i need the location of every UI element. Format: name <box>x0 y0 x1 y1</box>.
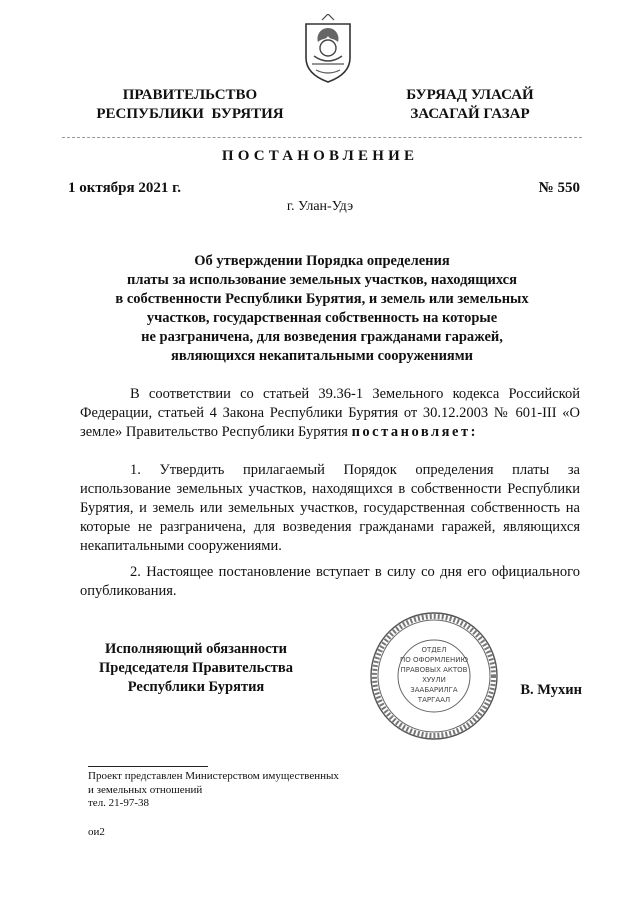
subject-line: платы за использование земельных участков, находящихся <box>127 272 517 288</box>
header-divider <box>62 137 582 138</box>
subject-line: являющихся некапитальными сооружениями <box>171 348 473 364</box>
official-seal-icon <box>368 610 500 742</box>
footer-divider <box>88 766 208 767</box>
header-left-line2: РЕСПУБЛИКИ БУРЯТИЯ <box>96 106 284 122</box>
signatory-title-line2: Председателя Правительства <box>99 660 293 676</box>
signatory-title-line1: Исполняющий обязанности <box>104 641 288 657</box>
header-right-line2: ЗАСАГАЙ ГАЗАР <box>410 106 530 122</box>
preamble-text: В соответствии со статьей 39.36-1 Земельного кодекса Российской Федерации, статьей 4 Закона Республики Бурятия от 30.12.2003 № 601-III «О земле» Правительство Республики Бурятия <box>80 386 580 440</box>
seal-line: ТАРГААЛ <box>417 696 451 704</box>
document-type-title: ПОСТАНОВЛЕНИЕ <box>221 148 419 164</box>
signatory-title <box>80 640 312 697</box>
subject-line: участков, государственная собственность на которые <box>146 310 498 326</box>
document-city: г. Улан-Удэ <box>286 199 354 214</box>
seal-line: ЗААБАРИЛГА <box>410 686 458 694</box>
subject-line: не разграничена, для возведения гражданами гаражей, <box>141 329 503 345</box>
footer-note-line2: и земельных отношений <box>88 783 203 796</box>
footer-note <box>88 770 408 811</box>
footer-phone: тел. 21-97-38 <box>88 797 150 809</box>
seal-line: ХУУЛИ <box>422 676 446 684</box>
preamble-paragraph <box>80 385 580 442</box>
header-government-bua <box>360 86 580 124</box>
header-government-ru <box>70 86 310 124</box>
resolves-word: постановляет: <box>351 424 478 440</box>
item-1-paragraph: 1. Утвердить прилагаемый Порядок определения платы за использование земельных участков, находящихся в собственности Республики Бурятия, и земель или земельных участков, государственная собственность на которые не разграничена, для возведения гражданами гаражей, являющихся некапитальными сооружениями. <box>80 462 580 554</box>
seal-line: ПРАВОВЫХ АКТОВ <box>400 666 468 674</box>
header-left-line1: ПРАВИТЕЛЬСТВО <box>122 87 258 103</box>
signatory-title-line3: Республики Бурятия <box>127 679 265 695</box>
seal-line: ОТДЕЛ <box>421 646 447 654</box>
signatory-name: В. Мухин <box>520 682 582 698</box>
footer-code: ои2 <box>88 826 105 838</box>
coat-of-arms-icon <box>300 14 356 84</box>
header-right-line1: БУРЯАД УЛАСАЙ <box>406 87 534 103</box>
seal-line: ПО ОФОРМЛЕНИЮ <box>399 656 469 664</box>
subject-line: в собственности Республики Бурятия, и земель или земельных <box>115 291 529 307</box>
document-subject <box>80 252 564 366</box>
document-date: 1 октября 2021 г. <box>68 180 182 196</box>
document-number: № 550 <box>538 180 580 196</box>
subject-line: Об утверждении Порядка определения <box>194 253 450 269</box>
item-2-paragraph: 2. Настоящее постановление вступает в силу со дня его официального опубликования. <box>80 564 580 599</box>
footer-note-line1: Проект представлен Министерством имущественных <box>88 770 339 782</box>
